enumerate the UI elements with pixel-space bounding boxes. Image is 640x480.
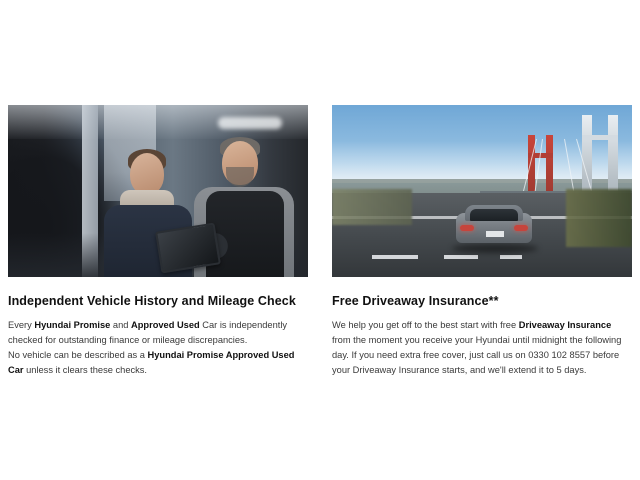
paragraph	[332, 318, 632, 378]
text-run: We help you get off to the best start with free	[332, 320, 519, 330]
bridge-tower-left	[582, 115, 592, 195]
roadside-verge-right	[566, 189, 632, 247]
driveaway-insurance-body	[332, 318, 632, 378]
page-title: Free Driveaway Insurance**	[332, 294, 499, 308]
roadside-verge-left	[332, 189, 412, 225]
feature-column-driveaway-insurance	[332, 105, 632, 378]
paragraph	[8, 318, 308, 348]
bridge-tower-right	[608, 115, 618, 195]
road-centre-line	[500, 255, 522, 259]
car-number-plate	[486, 231, 504, 237]
driveaway-insurance-photo	[332, 105, 632, 277]
text-run: Every	[8, 320, 35, 330]
vehicle-history-check-photo	[8, 105, 308, 277]
text-run: No vehicle can be described as a	[8, 350, 148, 360]
text-run: unless it clears these checks.	[23, 365, 148, 375]
bridge-tower-beam	[582, 135, 618, 140]
car-tail-light-left	[460, 225, 474, 231]
road-centre-line	[444, 255, 478, 259]
text-run-bold: Driveaway Insurance	[518, 320, 612, 330]
ceiling-light	[218, 117, 282, 129]
car-tail-light-right	[514, 225, 528, 231]
feature-columns	[8, 105, 632, 378]
advisor-beard	[226, 167, 254, 187]
text-run: Car is independently checked for outstanding finance or mileage discrepancies.	[8, 320, 288, 345]
car-rear-window	[470, 209, 518, 221]
vehicle-history-body	[8, 318, 308, 378]
page-title: Independent Vehicle History and Mileage Check	[8, 294, 296, 308]
feature-column-vehicle-history	[8, 105, 308, 378]
customer-head	[130, 153, 164, 195]
text-run-bold: Hyundai Promise	[34, 320, 111, 330]
text-run-bold: Hyundai Promise Approved Used Car	[8, 350, 295, 375]
paragraph	[8, 348, 308, 378]
text-run: and	[110, 320, 131, 330]
bridge-pylon-right	[546, 135, 553, 195]
hyundai-car	[456, 205, 532, 249]
text-run: from the moment you receive your Hyundai until midnight the following day. If you need extra free cover, just call us on 0330 102 8557 before your Driveaway Insurance starts, and we'll extend it to 5 days.	[332, 335, 622, 375]
text-run-bold: Approved Used	[131, 320, 200, 330]
road-centre-line	[372, 255, 418, 259]
